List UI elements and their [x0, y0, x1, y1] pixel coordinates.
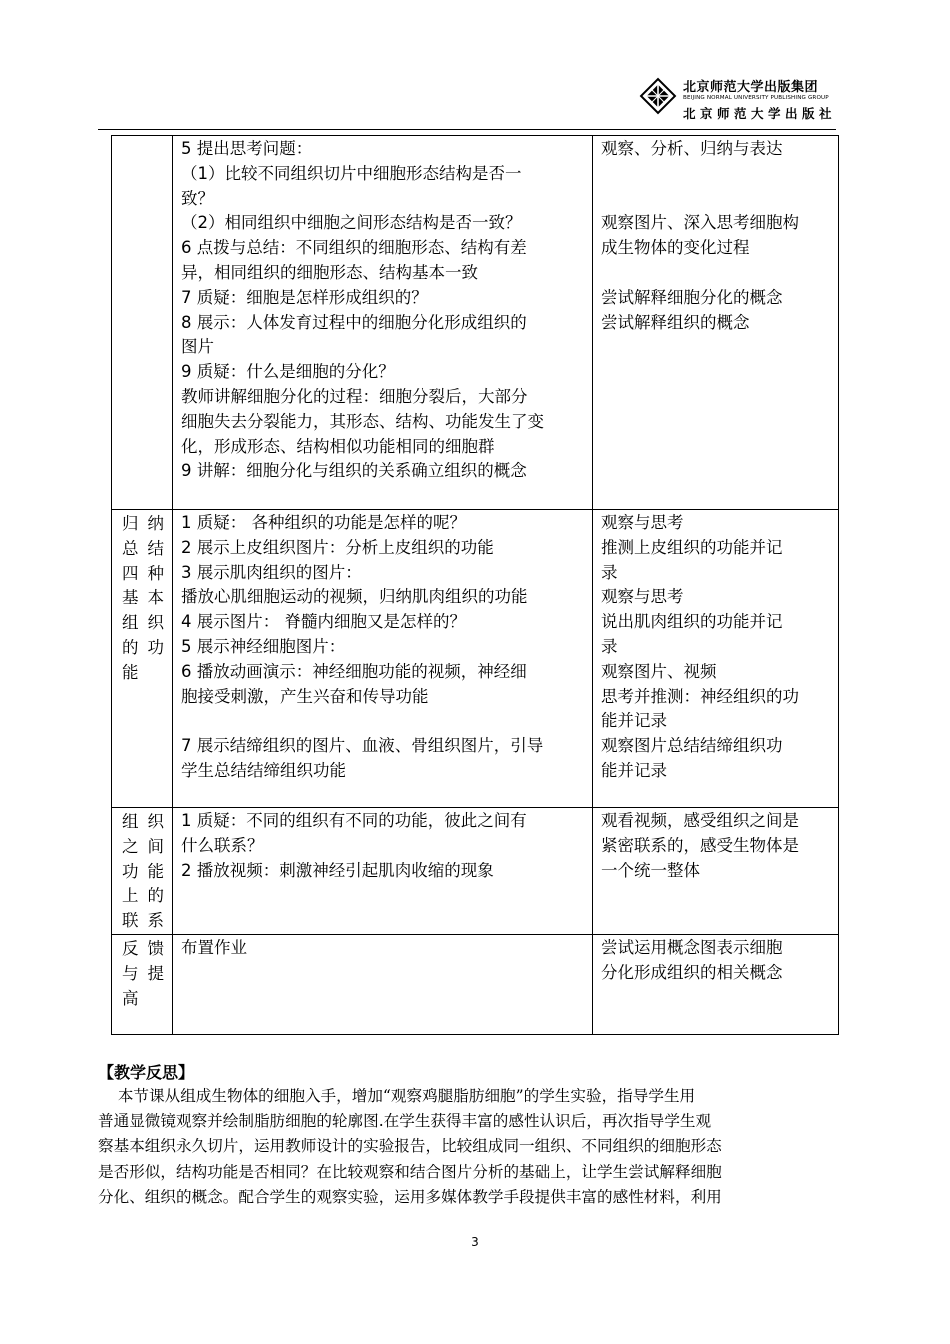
text-line: 录 — [601, 562, 618, 582]
student-activity-cell — [593, 510, 839, 808]
text-line: 1 质疑： 各种组织的功能是怎样的呢？ — [181, 513, 466, 532]
text-line: 成生物体的变化过程 — [601, 238, 750, 258]
publisher-name-en: BEIJING NORMAL UNIVERSITY PUBLISHING GROUP — [683, 95, 829, 101]
student-activity-cell — [593, 808, 839, 935]
page-number: 3 — [471, 1235, 479, 1249]
table-row — [112, 510, 839, 808]
text-line: 能并记录 — [601, 711, 667, 731]
teacher-activity-text — [173, 510, 592, 784]
publisher-press-name: 北京师范大学出版社 — [683, 106, 837, 121]
text-line: 2 播放视频：刺激神经引起肌肉收缩的现象 — [181, 860, 494, 880]
text-line: 紧密联系的，感受生物体是 — [601, 835, 799, 855]
text-line: 分化形成组织的相关概念 — [601, 962, 783, 982]
text-line: 观察与思考 — [601, 587, 684, 607]
text-line: 观察、分析、归纳与表达 — [601, 139, 783, 158]
text-line: 一个统一整体 — [601, 860, 700, 880]
text-line: 播放心肌细胞运动的视频，归纳肌肉组织的功能 — [181, 587, 528, 607]
teacher-activity-text — [173, 136, 592, 484]
text-line: 观看视频，感受组织之间是 — [601, 811, 799, 830]
phase-label — [112, 935, 172, 1011]
phase-line: 四种 — [122, 563, 164, 583]
text-line: 4 展示图片： 脊髓内细胞又是怎样的？ — [181, 612, 466, 632]
teacher-activity-cell — [173, 808, 593, 935]
student-activity-cell — [593, 935, 839, 1035]
phase-cell — [112, 136, 173, 510]
text-line: 观察图片、视频 — [601, 661, 717, 681]
student-activity-text — [593, 136, 838, 335]
text-line: 6 播放动画演示：神经细胞功能的视频，神经细 — [181, 661, 527, 681]
phase-line: 总结 — [122, 538, 164, 558]
student-activity-text — [593, 935, 838, 986]
phase-line: 归纳 — [122, 514, 164, 533]
text-line: 尝试解释细胞分化的概念 — [601, 287, 783, 307]
text-line: 录 — [601, 636, 618, 656]
text-line: 7 展示结缔组织的图片、血液、骨组织图片，引导 — [181, 736, 544, 756]
student-activity-text — [593, 808, 838, 883]
page-header — [98, 60, 836, 130]
phase-line: 组织 — [122, 613, 164, 633]
student-activity-text — [593, 510, 838, 784]
text-line: 7 质疑：细胞是怎样形成组织的？ — [181, 287, 428, 307]
text-line: 教师讲解细胞分化的过程：细胞分裂后，大部分 — [181, 386, 528, 406]
text-line: 推测上皮组织的功能并记 — [601, 537, 783, 557]
phase-cell — [112, 510, 173, 808]
phase-label — [112, 808, 172, 934]
text-line: 能并记录 — [601, 760, 667, 780]
phase-line: 与提 — [122, 963, 164, 983]
publisher-name-cn: 北京师范大学出版集团 — [683, 80, 819, 95]
reflection-line: 是否形似，结构功能是否相同？在比较观察和结合图片分析的基础上，让学生尝试解释细胞 — [98, 1162, 722, 1181]
phase-line: 之间 — [122, 836, 164, 856]
reflection-line: 分化、组织的概念。配合学生的观察实验，运用多媒体教学手段提供丰富的感性材料，利用 — [98, 1187, 722, 1206]
text-line: 尝试运用概念图表示细胞 — [601, 938, 783, 957]
phase-line: 能 — [122, 662, 139, 682]
table-row — [112, 935, 839, 1035]
text-line: 3 展示肌肉组织的图片： — [181, 562, 362, 582]
phase-label — [112, 510, 172, 686]
text-line: 6 点拨与总结：不同组织的细胞形态、结构有差 — [181, 238, 527, 258]
text-line: 观察与思考 — [601, 513, 684, 532]
student-activity-cell — [593, 136, 839, 510]
text-line: 5 展示神经细胞图片： — [181, 636, 346, 656]
teacher-activity-cell — [173, 136, 593, 510]
teacher-activity-text — [173, 808, 592, 883]
text-line: 说出肌肉组织的功能并记 — [601, 612, 783, 632]
text-line: （2）相同组织中细胞之间形态结构是否一致？ — [181, 213, 522, 233]
text-line: 细胞失去分裂能力，其形态、结构、功能发生了变 — [181, 411, 544, 431]
header-rule — [98, 129, 836, 130]
table-row — [112, 808, 839, 935]
reflection-line: 本节课从组成生物体的细胞入手，增加“观察鸡腿脂肪细胞”的学生实验，指导学生用 — [98, 1087, 696, 1105]
phase-line: 高 — [122, 988, 139, 1008]
table-row — [112, 136, 839, 510]
phase-line: 的功 — [122, 637, 164, 657]
text-line: 9 讲解：细胞分化与组织的关系确立组织的概念 — [181, 461, 527, 481]
reflection-title: 【教学反思】 — [98, 1063, 195, 1082]
text-line: 布置作业 — [181, 938, 247, 957]
lesson-table — [111, 135, 839, 1035]
teacher-activity-cell — [173, 935, 593, 1035]
text-line: 9 质疑：什么是细胞的分化？ — [181, 362, 395, 382]
text-line: 学生总结结缔组织功能 — [181, 760, 346, 780]
text-line: 1 质疑：不同的组织有不同的功能，彼此之间有 — [181, 811, 527, 830]
publisher-logo-icon — [638, 76, 678, 116]
phase-cell — [112, 808, 173, 935]
text-line: 尝试解释组织的概念 — [601, 312, 750, 332]
phase-line: 基本 — [122, 588, 164, 608]
phase-cell — [112, 935, 173, 1035]
text-line: 观察图片总结结缔组织功 — [601, 736, 783, 756]
reflection-line: 普通显微镜观察并绘制脂肪细胞的轮廓图.在学生获得丰富的感性认识后，再次指导学生观 — [98, 1112, 712, 1131]
text-line: 观察图片、深入思考细胞构 — [601, 213, 799, 233]
phase-line: 上的 — [122, 886, 164, 906]
text-line: 胞接受刺激，产生兴奋和传导功能 — [181, 686, 429, 706]
phase-line: 联系 — [122, 911, 164, 931]
text-line: 致？ — [181, 188, 214, 208]
text-line: 化，形成形态、结构相似功能相同的细胞群 — [181, 436, 495, 456]
teacher-activity-cell — [173, 510, 593, 808]
phase-line: 反馈 — [122, 939, 164, 958]
teacher-activity-text — [173, 935, 592, 961]
text-line: （1）比较不同组织切片中细胞形态结构是否一 — [181, 163, 522, 183]
text-line: 5 提出思考问题： — [181, 139, 313, 158]
text-line: 什么联系？ — [181, 835, 264, 855]
reflection-body — [98, 1084, 850, 1210]
text-line: 异，相同组织的细胞形态、结构基本一致 — [181, 262, 478, 282]
phase-line: 功能 — [122, 861, 164, 881]
phase-line: 组织 — [122, 812, 164, 831]
text-line: 2 展示上皮组织图片：分析上皮组织的功能 — [181, 537, 494, 557]
text-line: 图片 — [181, 337, 214, 357]
text-line: 8 展示：人体发育过程中的细胞分化形成组织的 — [181, 312, 527, 332]
text-line: 思考并推测：神经组织的功 — [601, 686, 799, 706]
reflection-line: 察基本组织永久切片，运用教师设计的实验报告，比较组成同一组织、不同组织的细胞形态 — [98, 1137, 722, 1156]
